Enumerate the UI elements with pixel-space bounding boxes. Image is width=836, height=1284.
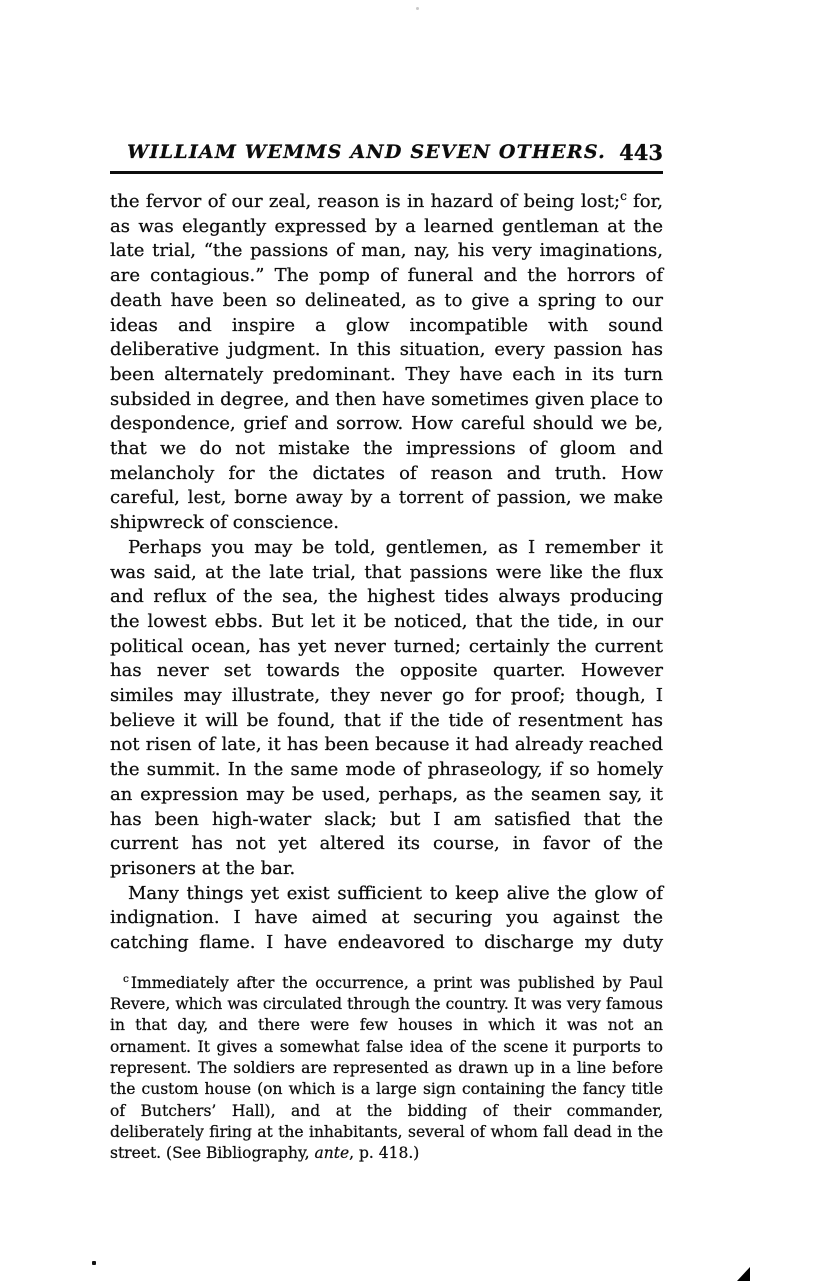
footnote xyxy=(110,973,663,1165)
page-body xyxy=(110,190,663,956)
paragraph-1 xyxy=(110,190,663,536)
page-number: 443 xyxy=(619,140,663,165)
running-title: WILLIAM WEMMS AND SEVEN OTHERS. xyxy=(127,141,606,163)
text-column xyxy=(110,141,663,1164)
footnote-text: , p. 418.) xyxy=(349,1144,420,1163)
scan-speck-bottom-left xyxy=(92,1261,96,1265)
paragraph-3: Many things yet exist sufficient to keep alive the glow of indignation. I have aimed at securing you against the catching flame. I have endeavored to discharge my duty xyxy=(110,882,663,954)
paragraph-text: the fervor of our zeal, reason is in hazard of being lost; xyxy=(110,191,621,212)
paragraph-2: Perhaps you may be told, gentlemen, as I remember it was said, at the late trial, that passions were like the flux and reflux of the sea, the highest tides always producing the lowest ebbs. But let it be noticed, that the tide, in our political ocean, has yet never turned; certainly the current has never set towards the opposite quarter. However similes may illustrate, they never go for proof; though, I believe it will be found, that if the tide of resentment has not risen of late, it has been because it had already reached the summit. In the same mode of phraseology, if so homely an expression may be used, perhaps, as the seamen say, it has been high-water slack; but I am satisfied that the current has not yet altered its course, in favor of the prisoners at the bar. xyxy=(110,536,663,879)
page-corner-mark xyxy=(737,1267,750,1281)
page-header xyxy=(110,141,663,163)
footnote-ante-italic: ante xyxy=(314,1144,350,1163)
paragraph-text: for, as was elegantly expressed by a learned gentleman at the late trial, “the passions of man, nay, his very imaginations, are contagious.” The pomp of funeral and the horrors of death have been so delineated, as to give a spring to our ideas and inspire a glow incompatible with sound deliberative judgment. In this situation, every passion has been alternately predominant. They have each in its turn subsided in degree, and then have sometimes given place to despondence, grief and sorrow. How careful should we be, that we do not mistake the impressions of gloom and melancholy for the dictates of reason and truth. How careful, lest, borne away by a torrent of passion, we make shipwreck of conscience. xyxy=(110,191,663,534)
footnote-reference-marker: c xyxy=(620,189,627,203)
header-rule xyxy=(110,171,663,174)
footnote-text: Immediately after the occurrence, a print was published by Paul Revere, which was circulated through the country. It was very famous in that day, and there were few houses in which it was not an ornament. It gives a somewhat false idea of the scene it purports to represent. The soldiers are represented as drawn up in a line before the custom house (on which is a large sign containing the fancy title of Butchers’ Hall), and at the bidding of their commander, deliberately firing at the inhabitants, several of whom fall dead in the street. (See Bibliography, xyxy=(110,973,663,1163)
footnote-marker: c xyxy=(123,972,129,985)
scan-speck-top xyxy=(416,7,419,10)
